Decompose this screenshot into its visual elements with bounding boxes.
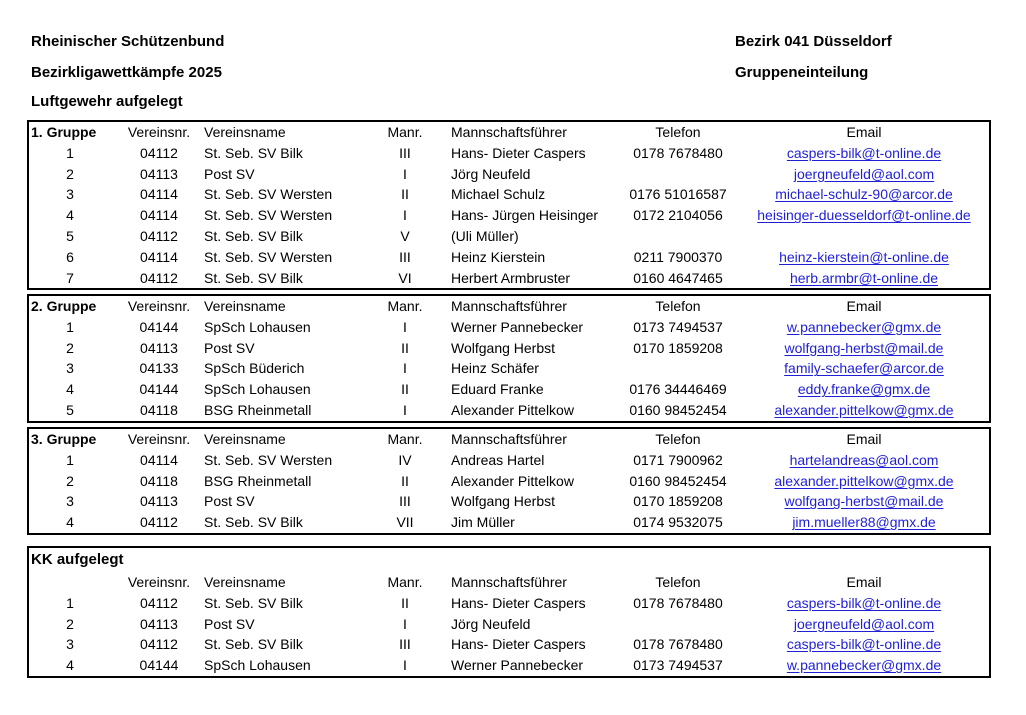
row-number: 5: [66, 227, 74, 244]
subtitle: Gruppeneinteilung: [735, 64, 869, 81]
row-number: 4: [66, 381, 74, 398]
column-header-row: [29, 296, 989, 317]
table-row: [29, 338, 989, 359]
table-row: [29, 268, 989, 289]
kk-title: KK aufgelegt: [31, 551, 124, 568]
vereinsnr-cell: 04113: [140, 165, 178, 182]
manr-cell: III: [399, 248, 411, 265]
manr-cell: III: [399, 636, 411, 653]
telefon-cell: 0160 98452454: [629, 472, 727, 489]
col-header-telefon: Telefon: [655, 431, 701, 447]
email-cell: [744, 593, 984, 614]
email-link[interactable]: w.pannebecker@gmx.de: [786, 318, 942, 335]
row-number: 3: [66, 186, 74, 203]
email-cell: [744, 634, 984, 655]
group-2-table: [27, 294, 991, 423]
manr-cell: II: [401, 339, 409, 356]
col-header-manr: Manr.: [387, 124, 423, 140]
col-header-telefon: Telefon: [655, 298, 701, 314]
email-cell: [744, 358, 984, 379]
vereinsname-cell: Post SV: [204, 165, 255, 182]
mannschaftsfuehrer-cell: Hans- Jürgen Heisinger: [451, 207, 599, 224]
col-header-email: Email: [846, 124, 882, 140]
mannschaftsfuehrer-cell: Michael Schulz: [451, 186, 546, 203]
telefon-cell: 0176 51016587: [629, 186, 727, 203]
vereinsname-cell: St. Seb. SV Wersten: [204, 186, 333, 203]
org-title: Rheinischer Schützenbund: [31, 33, 225, 50]
vereinsname-cell: St. Seb. SV Bilk: [204, 594, 303, 611]
vereinsnr-cell: 04112: [140, 227, 178, 244]
col-header-vereinsname: Vereinsname: [204, 124, 286, 140]
vereinsname-cell: BSG Rheinmetall: [204, 401, 312, 418]
email-link[interactable]: family-schaefer@arcor.de: [784, 360, 944, 377]
column-header-row: [29, 429, 989, 450]
vereinsname-cell: St. Seb. SV Bilk: [204, 269, 303, 286]
vereinsnr-cell: 04112: [140, 269, 178, 286]
telefon-cell: 0172 2104056: [633, 207, 723, 224]
col-header-mannschaftsfuehrer: Mannschaftsführer: [451, 298, 567, 314]
mannschaftsfuehrer-cell: (Uli Müller): [451, 227, 519, 244]
row-number: 3: [66, 493, 74, 510]
manr-cell: II: [401, 186, 409, 203]
vereinsnr-cell: 04133: [139, 360, 179, 377]
discipline-title: Luftgewehr aufgelegt: [31, 93, 183, 110]
email-cell: [744, 471, 984, 492]
email-cell: [744, 491, 984, 512]
email-link[interactable]: joergneufeld@aol.com: [793, 165, 935, 182]
email-link[interactable]: caspers-bilk@t-online.de: [786, 636, 942, 653]
table-row: [29, 491, 989, 512]
row-number: 2: [66, 165, 74, 182]
vereinsname-cell: Post SV: [204, 493, 255, 510]
email-link[interactable]: michael-schulz-90@arcor.de: [775, 186, 953, 203]
table-row: [29, 400, 989, 421]
row-number: 3: [66, 360, 74, 377]
manr-cell: V: [400, 227, 410, 244]
manr-cell: I: [403, 657, 407, 674]
col-header-email: Email: [846, 431, 882, 447]
mannschaftsfuehrer-cell: Alexander Pittelkow: [451, 401, 574, 418]
vereinsname-cell: Post SV: [204, 615, 255, 632]
email-cell: [744, 450, 984, 471]
mannschaftsfuehrer-cell: Hans- Dieter Caspers: [451, 144, 586, 161]
telefon-cell: 0171 7900962: [633, 451, 723, 468]
vereinsnr-cell: 04114: [140, 207, 178, 224]
vereinsnr-cell: 04114: [140, 248, 178, 265]
mannschaftsfuehrer-cell: Werner Pannebecker: [451, 318, 584, 335]
vereinsname-cell: St. Seb. SV Bilk: [204, 636, 303, 653]
email-link[interactable]: jim.mueller88@gmx.de: [792, 514, 936, 531]
email-cell: [744, 268, 984, 289]
table-row: [29, 143, 989, 164]
group-title: 1. Gruppe: [31, 124, 97, 140]
group-1-table: [27, 120, 991, 290]
col-header-mannschaftsfuehrer: Mannschaftsführer: [451, 431, 567, 447]
row-number: 4: [66, 514, 74, 531]
vereinsnr-cell: 04144: [139, 318, 179, 335]
email-link[interactable]: eddy.franke@gmx.de: [797, 381, 931, 398]
vereinsname-cell: SpSch Lohausen: [204, 657, 311, 674]
telefon-cell: 0178 7678480: [633, 636, 723, 653]
email-cell: [744, 512, 984, 533]
vereinsnr-cell: 04114: [140, 186, 178, 203]
col-header-vereinsname: Vereinsname: [204, 431, 286, 447]
email-link[interactable]: heinz-kierstein@t-online.de: [779, 248, 949, 265]
group-title: 3. Gruppe: [31, 431, 97, 447]
table-row: [29, 471, 989, 492]
col-header-telefon: Telefon: [655, 124, 701, 140]
telefon-cell: 0173 7494537: [633, 657, 723, 674]
manr-cell: II: [401, 472, 409, 489]
telefon-cell: 0170 1859208: [633, 339, 723, 356]
kk-table: [27, 546, 991, 678]
table-row: [29, 593, 989, 614]
event-title: Bezirkligawettkämpfe 2025: [31, 64, 222, 81]
email-link[interactable]: heisinger-duesseldorf@t-online.de: [757, 207, 971, 224]
telefon-cell: 0170 1859208: [633, 493, 723, 510]
col-header-vereinsnr: Vereinsnr.: [127, 574, 191, 590]
table-row: [29, 205, 989, 226]
vereinsname-cell: BSG Rheinmetall: [204, 472, 312, 489]
mannschaftsfuehrer-cell: Jim Müller: [451, 514, 515, 531]
vereinsnr-cell: 04112: [140, 594, 178, 611]
mannschaftsfuehrer-cell: Wolfgang Herbst: [451, 339, 556, 356]
email-cell: [744, 143, 984, 164]
mannschaftsfuehrer-cell: Andreas Hartel: [451, 451, 545, 468]
manr-cell: I: [403, 318, 407, 335]
vereinsname-cell: St. Seb. SV Bilk: [204, 144, 303, 161]
email-cell: [744, 247, 984, 268]
telefon-cell: 0211 7900370: [633, 248, 723, 265]
vereinsnr-cell: 04112: [140, 514, 178, 531]
vereinsname-cell: St. Seb. SV Wersten: [204, 451, 333, 468]
vereinsname-cell: St. Seb. SV Wersten: [204, 207, 333, 224]
email-link[interactable]: joergneufeld@aol.com: [793, 615, 935, 632]
col-header-vereinsnr: Vereinsnr.: [127, 431, 191, 447]
table-row: [29, 247, 989, 268]
district-title: Bezirk 041 Düsseldorf: [735, 33, 892, 50]
telefon-cell: 0160 4647465: [633, 269, 723, 286]
email-cell: [744, 400, 984, 421]
manr-cell: I: [403, 207, 407, 224]
vereinsnr-cell: 04118: [140, 401, 178, 418]
vereinsname-cell: St. Seb. SV Bilk: [204, 227, 303, 244]
mannschaftsfuehrer-cell: Heinz Schäfer: [451, 360, 539, 377]
col-header-mannschaftsfuehrer: Mannschaftsführer: [451, 574, 567, 590]
manr-cell: VI: [398, 269, 412, 286]
row-number: 6: [66, 248, 74, 265]
col-header-vereinsname: Vereinsname: [204, 574, 286, 590]
table-row: [29, 184, 989, 205]
row-number: 1: [66, 144, 74, 161]
email-link[interactable]: alexander.pittelkow@gmx.de: [774, 401, 954, 418]
row-number: 7: [66, 269, 74, 286]
email-link[interactable]: wolfgang-herbst@mail.de: [784, 339, 944, 356]
manr-cell: II: [401, 594, 409, 611]
mannschaftsfuehrer-cell: Eduard Franke: [451, 381, 544, 398]
mannschaftsfuehrer-cell: Alexander Pittelkow: [451, 472, 574, 489]
mannschaftsfuehrer-cell: Wolfgang Herbst: [451, 493, 556, 510]
row-number: 1: [66, 451, 74, 468]
table-row: [29, 634, 989, 655]
email-cell: [744, 317, 984, 338]
vereinsnr-cell: 04112: [140, 636, 178, 653]
vereinsname-cell: SpSch Lohausen: [204, 381, 311, 398]
manr-cell: III: [399, 493, 411, 510]
table-row: [29, 164, 989, 185]
table-row: [29, 450, 989, 471]
row-number: 2: [66, 339, 74, 356]
vereinsnr-cell: 04113: [140, 339, 178, 356]
vereinsname-cell: St. Seb. SV Bilk: [204, 514, 303, 531]
column-header-row: [29, 122, 989, 143]
table-row: [29, 614, 989, 635]
email-cell: [744, 614, 984, 635]
row-number: 4: [66, 657, 74, 674]
email-cell: [744, 164, 984, 185]
col-header-manr: Manr.: [387, 431, 423, 447]
col-header-vereinsname: Vereinsname: [204, 298, 286, 314]
mannschaftsfuehrer-cell: Herbert Armbruster: [451, 269, 571, 286]
manr-cell: III: [399, 144, 411, 161]
email-link[interactable]: caspers-bilk@t-online.de: [786, 144, 942, 161]
email-cell: [744, 379, 984, 400]
manr-cell: I: [403, 401, 407, 418]
vereinsnr-cell: 04144: [139, 657, 179, 674]
vereinsnr-cell: 04118: [140, 472, 178, 489]
telefon-cell: 0174 9532075: [633, 514, 723, 531]
row-number: 2: [66, 472, 74, 489]
vereinsnr-cell: 04113: [140, 615, 178, 632]
table-row: [29, 655, 989, 676]
col-header-vereinsnr: Vereinsnr.: [127, 124, 191, 140]
table-row: [29, 358, 989, 379]
mannschaftsfuehrer-cell: Werner Pannebecker: [451, 657, 584, 674]
table-row: [29, 317, 989, 338]
column-header-row: [29, 572, 989, 593]
manr-cell: IV: [398, 451, 412, 468]
email-link[interactable]: alexander.pittelkow@gmx.de: [774, 472, 954, 489]
email-cell: [744, 205, 984, 226]
mannschaftsfuehrer-cell: Heinz Kierstein: [451, 248, 546, 265]
group-title: 2. Gruppe: [31, 298, 97, 314]
table-row: [29, 226, 989, 247]
telefon-cell: 0176 34446469: [629, 381, 727, 398]
email-cell: [744, 655, 984, 676]
vereinsnr-cell: 04112: [140, 144, 178, 161]
col-header-manr: Manr.: [387, 298, 423, 314]
mannschaftsfuehrer-cell: Hans- Dieter Caspers: [451, 594, 586, 611]
telefon-cell: 0178 7678480: [633, 144, 723, 161]
manr-cell: I: [403, 360, 407, 377]
vereinsname-cell: SpSch Lohausen: [204, 318, 311, 335]
email-link[interactable]: wolfgang-herbst@mail.de: [784, 493, 944, 510]
email-link[interactable]: caspers-bilk@t-online.de: [786, 594, 942, 611]
col-header-email: Email: [846, 574, 882, 590]
telefon-cell: 0178 7678480: [633, 594, 723, 611]
row-number: 2: [66, 615, 74, 632]
table-row: [29, 379, 989, 400]
group-3-table: [27, 427, 991, 535]
email-link[interactable]: w.pannebecker@gmx.de: [786, 657, 942, 674]
email-cell: [744, 184, 984, 205]
row-number: 3: [66, 636, 74, 653]
vereinsname-cell: SpSch Büderich: [204, 360, 305, 377]
vereinsnr-cell: 04144: [139, 381, 179, 398]
col-header-manr: Manr.: [387, 574, 423, 590]
mannschaftsfuehrer-cell: Hans- Dieter Caspers: [451, 636, 586, 653]
vereinsname-cell: St. Seb. SV Wersten: [204, 248, 333, 265]
email-link[interactable]: hartelandreas@aol.com: [789, 451, 939, 468]
manr-cell: I: [403, 615, 407, 632]
col-header-email: Email: [846, 298, 882, 314]
email-link[interactable]: herb.armbr@t-online.de: [789, 269, 939, 286]
telefon-cell: 0173 7494537: [633, 318, 723, 335]
vereinsnr-cell: 04113: [140, 493, 178, 510]
mannschaftsfuehrer-cell: Jörg Neufeld: [451, 615, 531, 632]
manr-cell: II: [401, 381, 409, 398]
table-row: [29, 512, 989, 533]
col-header-telefon: Telefon: [655, 574, 701, 590]
email-cell: [744, 338, 984, 359]
vereinsnr-cell: 04114: [140, 451, 178, 468]
row-number: 5: [66, 401, 74, 418]
manr-cell: VII: [396, 514, 414, 531]
col-header-mannschaftsfuehrer: Mannschaftsführer: [451, 124, 567, 140]
telefon-cell: 0160 98452454: [629, 401, 727, 418]
row-number: 1: [66, 594, 74, 611]
mannschaftsfuehrer-cell: Jörg Neufeld: [451, 165, 531, 182]
vereinsname-cell: Post SV: [204, 339, 255, 356]
row-number: 1: [66, 318, 74, 335]
col-header-vereinsnr: Vereinsnr.: [127, 298, 191, 314]
manr-cell: I: [403, 165, 407, 182]
row-number: 4: [66, 207, 74, 224]
